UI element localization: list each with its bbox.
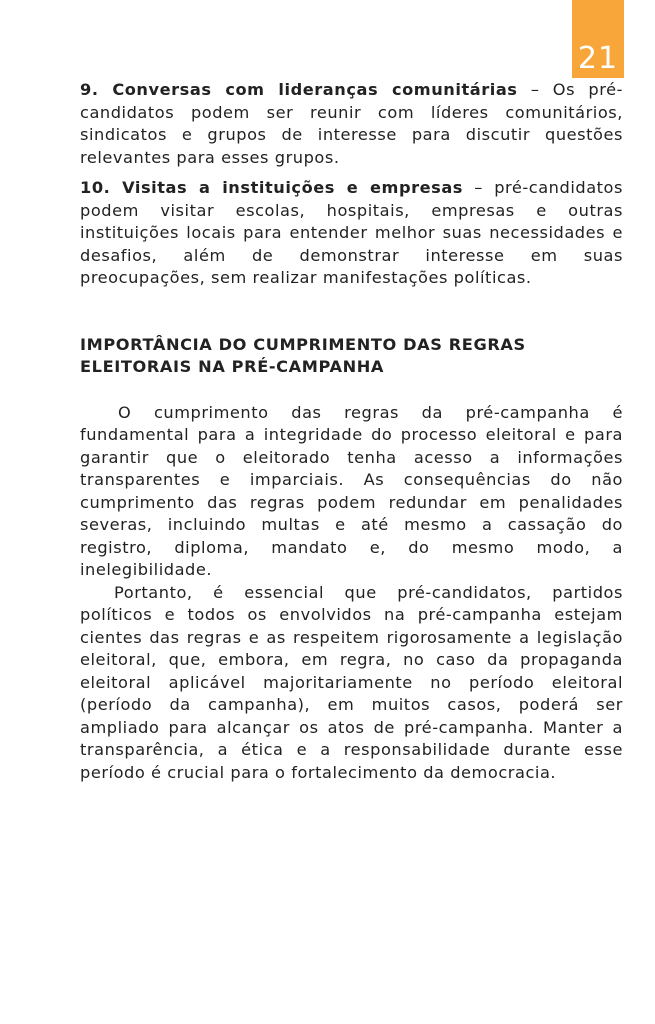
list-item-10 (80, 177, 623, 290)
body-paragraph-1: O cumprimento das regras da pré-campanha é fundamental para a integridade do processo eleitoral e para garantir que o eleitorado tenha acesso a informações transparentes e imparciais. As consequências do não cumprimento das regras podem redundar em penalidades severas, incluindo multas e até mesmo a cassação do registro, diploma, mandato e, do mesmo modo, a inelegibilidade. (80, 402, 623, 579)
list-item-text: – pré-candidatos podem visitar escolas, hospitais, empresas e outras instituições locais para entender melhor suas necessidades e desafios, além de demonstrar interesse em suas preocupações, sem realizar manifestações políticas. (80, 178, 623, 287)
section-heading: IMPORTÂNCIA DO CUMPRIMENTO DAS REGRAS ELEITORAIS NA PRÉ-CAMPANHA (80, 334, 526, 376)
list-item-title: 10. Visitas a instituições e empresas (80, 178, 463, 197)
page-number: 21 (577, 41, 619, 76)
list-item-title: 9. Conversas com lideranças comunitárias (80, 80, 518, 99)
page-content (80, 79, 623, 784)
list-item-text: – Os pré-candidatos podem ser reunir com líderes comunitários, sindicatos e grupos de interesse para discutir questões relevantes para esses grupos. (80, 80, 623, 167)
body-paragraph-2: Portanto, é essencial que pré-candidatos, partidos políticos e todos os envolvidos na pré-campanha estejam cientes das regras e as respeitem rigorosamente a legislação eleitoral, que, embora, em regra, no caso da propaganda eleitoral aplicável majoritariamente no período eleitoral (período da campanha), em muitos casos, poderá ser ampliado para alcançar os atos de pré-campanha. Manter a transparência, a ética e a responsabilidade durante esse período é crucial para o fortalecimento da democracia. (80, 582, 623, 782)
page-number-badge (572, 0, 624, 78)
list-item-9 (80, 79, 623, 169)
